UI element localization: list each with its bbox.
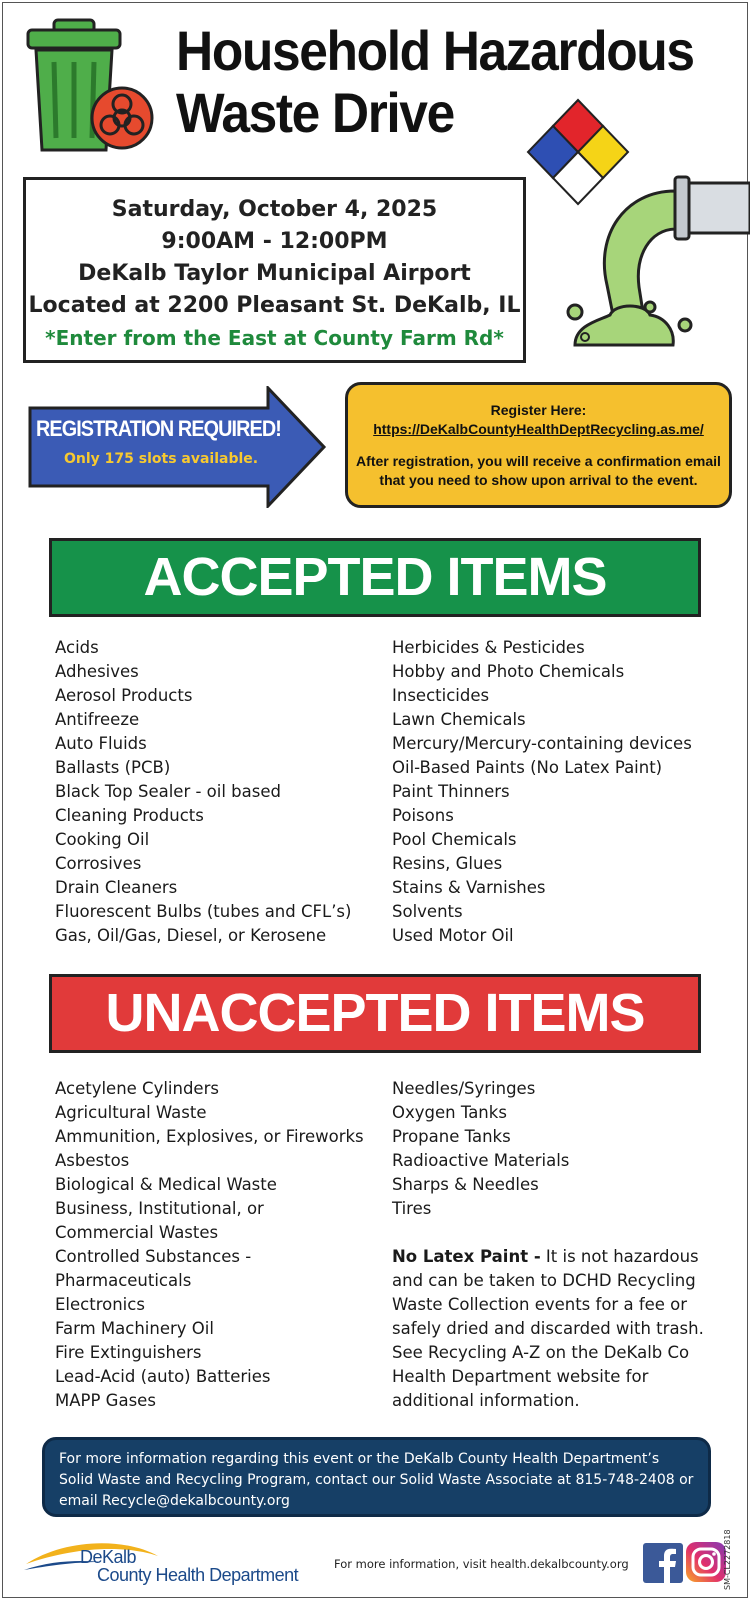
- list-item: Gas, Oil/Gas, Diesel, or Kerosene: [55, 926, 327, 945]
- event-venue: DeKalb Taylor Municipal Airport: [78, 261, 471, 286]
- list-item: Pool Chemicals: [392, 830, 517, 849]
- list-item: Drain Cleaners: [55, 878, 178, 897]
- contact-info-text: For more information regarding this event or the DeKalb County Health Department’s Solid Waste and Recycling Program, contact our Solid Waste Associate at 815-748-2408 or email Recycle@dekalbcounty.org: [59, 1451, 694, 1509]
- list-item: Tires: [392, 1199, 432, 1218]
- list-item: Business, Institutional, or: [55, 1199, 264, 1218]
- accepted-list-left: [55, 636, 351, 948]
- event-date: Saturday, October 4, 2025: [111, 197, 438, 222]
- document-id: SM-CL2272818: [723, 1529, 732, 1590]
- list-item: Oil-Based Paints (No Latex Paint): [392, 758, 663, 777]
- list-item: Stains & Varnishes: [392, 878, 546, 897]
- registration-required: REGISTRATION REQUIRED!: [36, 416, 281, 441]
- register-link[interactable]: https://DeKalbCountyHealthDeptRecycling.as.me/: [373, 421, 704, 437]
- entrance-note: *Enter from the East at County Farm Rd*: [45, 326, 504, 350]
- list-item: Agricultural Waste: [55, 1103, 207, 1122]
- list-item: Resins, Glues: [392, 854, 503, 873]
- list-item: Auto Fluids: [55, 734, 147, 753]
- list-item: Fluorescent Bulbs (tubes and CFL’s): [55, 902, 352, 921]
- unaccepted-list-right: [392, 1077, 569, 1221]
- list-item: Farm Machinery Oil: [55, 1319, 214, 1338]
- list-item: Propane Tanks: [392, 1127, 511, 1146]
- title-line-2: Waste Drive: [176, 81, 454, 144]
- list-item: Herbicides & Pesticides: [392, 638, 585, 657]
- list-item: Used Motor Oil: [392, 926, 514, 945]
- list-item: Aerosol Products: [55, 686, 193, 705]
- registration-arrow: [28, 386, 328, 508]
- list-item: Pharmaceuticals: [55, 1271, 192, 1290]
- register-label: Register Here:: [490, 402, 587, 418]
- confirmation-line-2: that you need to show upon arrival to the event.: [379, 472, 698, 488]
- list-item: Lawn Chemicals: [392, 710, 526, 729]
- leaking-pipe-icon: [555, 175, 750, 360]
- list-item: Needles/Syringes: [392, 1079, 536, 1098]
- accepted-heading: ACCEPTED ITEMS: [49, 538, 701, 617]
- list-item: Adhesives: [55, 662, 139, 681]
- trash-can-biohazard-icon: [24, 18, 156, 158]
- title-line-1: Household Hazardous: [176, 19, 694, 82]
- list-item: Ballasts (PCB): [55, 758, 171, 777]
- list-item: Lead-Acid (auto) Batteries: [55, 1367, 271, 1386]
- list-item: Fire Extinguishers: [55, 1343, 202, 1362]
- register-box: [345, 382, 732, 508]
- list-item: Electronics: [55, 1295, 145, 1314]
- list-item: Insecticides: [392, 686, 490, 705]
- facebook-icon[interactable]: [643, 1543, 683, 1583]
- list-item: Mercury/Mercury-containing devices: [392, 734, 692, 753]
- list-item: Antifreeze: [55, 710, 140, 729]
- list-item: Paint Thinners: [392, 782, 510, 801]
- logo-health-department: Health Department: [155, 1565, 299, 1585]
- list-item: Biological & Medical Waste: [55, 1175, 277, 1194]
- list-item: Acetylene Cylinders: [55, 1079, 219, 1098]
- event-details-box: [23, 177, 526, 363]
- logo-dekalb: DeKalb: [80, 1547, 137, 1567]
- list-item: Black Top Sealer - oil based: [55, 782, 281, 801]
- logo-county: County: [97, 1565, 156, 1585]
- latex-paint-note: [392, 1245, 722, 1413]
- list-item: Corrosives: [55, 854, 142, 873]
- contact-info-box: [42, 1437, 711, 1517]
- list-item: Acids: [55, 638, 99, 657]
- logo-county-health: [97, 1565, 298, 1586]
- list-item: MAPP Gases: [55, 1391, 156, 1410]
- visit-website-text: For more information, visit health.dekalbcounty.org: [334, 1557, 629, 1571]
- instagram-icon[interactable]: [685, 1541, 727, 1583]
- accepted-list-right: [392, 636, 692, 948]
- list-item: Commercial Wastes: [55, 1223, 219, 1242]
- note-bold: No Latex Paint -: [392, 1247, 541, 1266]
- list-item: Ammunition, Explosives, or Fireworks: [55, 1127, 364, 1146]
- unaccepted-list-left: [55, 1077, 364, 1413]
- event-time: 9:00AM - 12:00PM: [161, 229, 388, 254]
- confirmation-line-1: After registration, you will receive a confirmation email: [356, 453, 721, 469]
- list-item: Oxygen Tanks: [392, 1103, 507, 1122]
- list-item: Controlled Substances -: [55, 1247, 252, 1266]
- list-item: Cleaning Products: [55, 806, 204, 825]
- slots-available: Only 175 slots available.: [64, 451, 259, 467]
- list-item: Sharps & Needles: [392, 1175, 539, 1194]
- unaccepted-heading: UNACCEPTED ITEMS: [49, 974, 701, 1053]
- list-item: Asbestos: [55, 1151, 130, 1170]
- list-item: Cooking Oil: [55, 830, 150, 849]
- list-item: Radioactive Materials: [392, 1151, 570, 1170]
- list-item: Poisons: [392, 806, 454, 825]
- list-item: Solvents: [392, 902, 463, 921]
- list-item: Hobby and Photo Chemicals: [392, 662, 625, 681]
- note-text: It is not hazardous and can be taken to DCHD Recycling Waste Collection events for a fee or safely dried and discarded with trash. See Recycling A-Z on the DeKalb Co Health Department website for additional information.: [392, 1247, 704, 1410]
- event-address: Located at 2200 Pleasant St. DeKalb, IL: [28, 293, 521, 318]
